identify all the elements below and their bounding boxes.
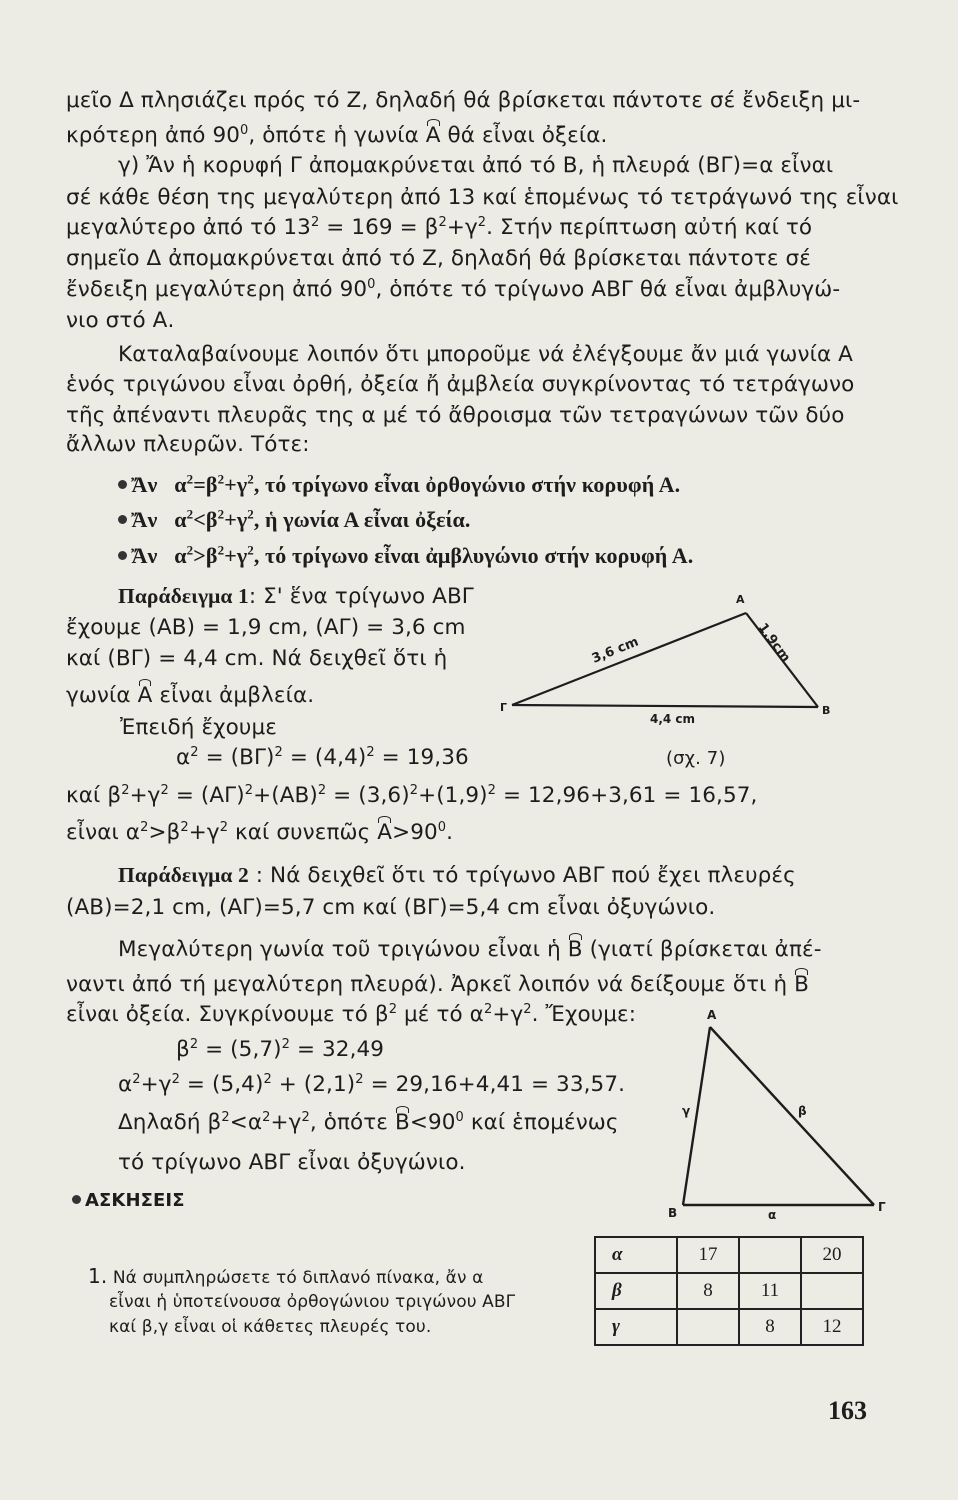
- text: ΑΣΚΗΣΕΙΣ: [85, 1190, 185, 1211]
- sup: 2: [477, 214, 487, 230]
- side-label-ag: 3,6 cm: [589, 634, 641, 667]
- text: εἶναι ἀμβλεία.: [152, 683, 315, 708]
- text: μεγαλύτερο ἀπό τό 13: [66, 215, 311, 240]
- sup: 2: [217, 471, 225, 487]
- text-line: γ) Ἄν ἡ κορυφή Γ ἀπομακρύνεται ἀπό τό Β, ἡ πλευρά (ΒΓ)=α εἶναι: [118, 153, 834, 178]
- sup: 2: [180, 819, 189, 835]
- rule-right: [118, 472, 680, 498]
- angle-symbol: Β: [394, 1110, 410, 1135]
- table-row: [595, 1237, 863, 1273]
- sup: 2: [366, 744, 375, 760]
- exercise-table: [594, 1236, 864, 1346]
- text: (γιατί βρίσκεται ἀπέ-: [582, 937, 822, 962]
- text: , τό τρίγωνο εἶναι ἀμβλυγώνιο στήν κορυφή Α.: [253, 543, 694, 568]
- text: +(1,9): [418, 783, 488, 808]
- sup: 2: [310, 214, 320, 230]
- sup: 2: [186, 471, 194, 487]
- text-line: νιο στό Α.: [66, 308, 175, 333]
- table-cell: 11: [739, 1273, 801, 1309]
- table-cell: [677, 1309, 739, 1345]
- sup: 2: [190, 744, 199, 760]
- text: = 32,49: [290, 1037, 385, 1062]
- sup: 2: [262, 1109, 271, 1125]
- triangle-figure-7: [498, 585, 838, 770]
- side-bg: [512, 705, 818, 707]
- table-cell: 20: [801, 1237, 863, 1273]
- sup: 2: [244, 782, 254, 798]
- text-line: [66, 123, 607, 149]
- text: +γ: [446, 215, 478, 240]
- text: , ἡ γωνία Α εἶναι ὀξεία.: [253, 507, 471, 532]
- text-line: (ΑΒ)=2,1 cm, (ΑΓ)=5,7 cm καί (ΒΓ)=5,4 cm εἶναι ὀξυγώνιο.: [66, 895, 716, 920]
- text: α: [118, 1072, 133, 1097]
- bullet-icon: [118, 480, 127, 489]
- text: = (5,4): [179, 1072, 264, 1097]
- text: =β: [193, 472, 218, 497]
- text: α: [174, 507, 187, 532]
- vertex-label-a: Α: [707, 1008, 717, 1022]
- text: Νά συμπληρώσετε τό διπλανό πίνακα, ἄν α: [112, 1268, 484, 1288]
- text: Μεγαλύτερη γωνία τοῦ τριγώνου εἶναι ἡ: [118, 937, 568, 962]
- exercise-line: [88, 1263, 483, 1291]
- text-line: ἄλλων πλευρῶν. Τότε:: [66, 432, 310, 457]
- sup: 2: [317, 782, 327, 798]
- sup: 2: [483, 1001, 493, 1017]
- text: = (4,4): [282, 745, 367, 770]
- sup: 2: [247, 506, 254, 522]
- sup: 2: [221, 1109, 230, 1125]
- text: β: [176, 1037, 190, 1062]
- text: α: [176, 745, 191, 770]
- text: +γ: [224, 507, 248, 532]
- text: Ἄν: [131, 507, 158, 532]
- vertex-label-a: Α: [736, 593, 745, 606]
- example-title: Παράδειγμα 2: [118, 863, 249, 887]
- exercise-line: καί β,γ εἶναι οἱ κάθετες πλευρές του.: [109, 1317, 432, 1337]
- table-cell: 8: [739, 1309, 801, 1345]
- text: , ὁπότε τό τρίγωνο ΑΒΓ θά εἶναι ἀμβλυγώ-: [375, 277, 841, 302]
- figure-caption: (σχ. 7): [666, 748, 726, 769]
- sup: 2: [189, 1036, 199, 1052]
- vertex-label-g: Γ: [878, 1200, 886, 1214]
- vertex-label-b: Β: [668, 1206, 678, 1220]
- text-line: Καταλαβαίνουμε λοιπόν ὅτι μποροῦμε νά ἐλέγξουμε ἄν μιά γωνία Α: [118, 342, 853, 367]
- text-line: καί (ΒΓ) = 4,4 cm. Νά δειχθεῖ ὅτι ἡ: [66, 646, 448, 671]
- text: εἶναι α: [66, 820, 141, 845]
- row-label: γ: [595, 1309, 677, 1345]
- table-cell: 17: [677, 1237, 739, 1273]
- table-row: [595, 1273, 863, 1309]
- degree: 0: [437, 819, 447, 835]
- side-label-alpha: α: [768, 1208, 777, 1220]
- row-label: α: [595, 1237, 677, 1273]
- angle-symbol: Β: [567, 937, 583, 962]
- bullet-icon: [72, 1195, 81, 1204]
- sup: 2: [217, 542, 225, 558]
- text: καί ἑπομένως: [463, 1110, 619, 1135]
- text-line: τῆς ἀπέναντι πλευρᾶς της α μέ τό ἄθροισμα τῶν τετραγώνων τῶν δύο: [66, 403, 845, 428]
- text: >90: [392, 820, 438, 845]
- text: +(ΑΒ): [253, 783, 318, 808]
- text: >β: [193, 543, 218, 568]
- text-line: ἔχουμε (ΑΒ) = 1,9 cm, (ΑΓ) = 3,6 cm: [66, 615, 466, 640]
- text: , ὁπότε ἡ γωνία: [248, 123, 426, 148]
- text-line: ἑνός τριγώνου εἶναι ὀρθή, ὀξεία ἤ ἀμβλεία συγκρίνοντας τό τετράγωνο: [66, 372, 855, 397]
- text: , ὁπότε: [309, 1110, 395, 1135]
- sup: 2: [263, 1071, 272, 1087]
- table-cell: [739, 1237, 801, 1273]
- table-row: [595, 1309, 863, 1345]
- row-label: β: [595, 1273, 677, 1309]
- example-title: Παράδειγμα 1: [118, 584, 249, 608]
- text: +γ: [270, 1110, 302, 1135]
- text: <α: [229, 1110, 263, 1135]
- sup: 2: [140, 819, 149, 835]
- text: >β: [148, 820, 181, 845]
- text: = (5,7): [198, 1037, 282, 1062]
- triangle-figure-8: [660, 1005, 890, 1220]
- table-cell: [801, 1273, 863, 1309]
- text: μέ τό α: [397, 1002, 484, 1027]
- example-2-line: [118, 862, 796, 889]
- text: .: [446, 820, 454, 845]
- exercise-line: εἶναι ἡ ὑποτείνουσα ὀρθογώνιου τριγώνου ΑΒΓ: [109, 1292, 516, 1312]
- sup: 2: [274, 744, 283, 760]
- sup: 2: [301, 1109, 310, 1125]
- text-line: [66, 215, 812, 241]
- equation: [176, 745, 469, 771]
- text: +γ: [224, 543, 248, 568]
- equation: [176, 1037, 384, 1063]
- text: +γ: [492, 1002, 524, 1027]
- text: : Σ' ἕνα τρίγωνο ΑΒΓ: [248, 584, 474, 609]
- text-line: [66, 277, 840, 303]
- text: θά εἶναι ὀξεία.: [440, 123, 608, 148]
- text: +γ: [224, 472, 248, 497]
- sup: 2: [355, 1071, 364, 1087]
- sup: 2: [523, 1001, 532, 1017]
- sup: 2: [186, 542, 194, 558]
- sup: 2: [160, 782, 169, 798]
- text: ναντι ἀπό τή μεγαλύτερη πλευρά). Ἀρκεῖ λοιπόν νά δείξουμε ὅτι ἡ: [66, 972, 795, 997]
- angle-symbol: Α: [377, 820, 393, 845]
- text: κρότερη ἀπό 90: [66, 123, 241, 148]
- text: = 19,36: [374, 745, 469, 770]
- text-line: Ἐπειδή ἔχουμε: [120, 715, 277, 740]
- equation: [118, 1072, 625, 1098]
- text-line: σέ κάθε θέση της μεγαλύτερη ἀπό 13 καί ἑπομένως τό τετράγωνό της εἶναι: [66, 185, 899, 210]
- angle-symbol: Β: [794, 972, 809, 997]
- text: +γ: [140, 1072, 172, 1097]
- exercise-number: 1.: [88, 1264, 108, 1288]
- text: καί συνεπῶς: [228, 820, 378, 845]
- bullet-icon: [118, 515, 127, 524]
- text: = 29,16+4,41 = 33,57.: [363, 1072, 626, 1097]
- text-line: [118, 937, 822, 963]
- text: γωνία: [66, 683, 138, 708]
- text: <β: [193, 507, 218, 532]
- vertex-label-g: Γ: [500, 701, 508, 714]
- text: = (ΒΓ): [198, 745, 275, 770]
- sup: 2: [171, 1071, 180, 1087]
- text-line: [66, 683, 314, 709]
- degree: 0: [455, 1109, 464, 1125]
- sup: 2: [121, 782, 130, 798]
- sup: 2: [388, 1001, 398, 1017]
- side-label-gamma: γ: [682, 1104, 691, 1118]
- sup: 2: [438, 214, 447, 230]
- sup: 2: [217, 506, 225, 522]
- text-line: τό τρίγωνο ΑΒΓ εἶναι ὀξυγώνιο.: [118, 1150, 466, 1175]
- text: εἶναι ὀξεία. Συγκρίνουμε τό β: [66, 1002, 389, 1027]
- text: = 169 = β: [319, 215, 439, 240]
- degree: 0: [240, 122, 249, 138]
- sup: 2: [247, 471, 254, 487]
- text: . Ἔχουμε:: [531, 1002, 637, 1027]
- sup: 2: [219, 819, 229, 835]
- angle-symbol: Α: [137, 683, 153, 708]
- text: = (3,6): [326, 783, 410, 808]
- degree: 0: [367, 276, 376, 292]
- text: +γ: [188, 820, 220, 845]
- bullet-icon: [118, 551, 127, 560]
- text: : Νά δειχθεῖ ὅτι τό τρίγωνο ΑΒΓ πού ἔχει πλευρές: [248, 863, 796, 888]
- text: +γ: [129, 783, 161, 808]
- text: καί β: [66, 783, 122, 808]
- side-label-beta: β: [798, 1104, 807, 1118]
- text: Ἄν: [131, 472, 158, 497]
- sup: 2: [487, 782, 497, 798]
- text: , τό τρίγωνο εἶναι ὀρθογώνιο στήν κορυφή Α.: [253, 472, 681, 497]
- side-ag: [512, 613, 746, 705]
- text: = 12,96+3,61 = 16,57,: [496, 783, 758, 808]
- text-line: μεῖο Δ πλησιάζει πρός τό Ζ, δηλαδή θά βρίσκεται πάντοτε σέ ἔνδειξη μι-: [66, 88, 861, 113]
- text: α: [174, 472, 187, 497]
- page-number: 163: [828, 1396, 867, 1425]
- side-beta: [710, 1027, 874, 1205]
- text-line: [66, 1002, 636, 1028]
- sup: 2: [132, 1071, 141, 1087]
- text-line: [66, 972, 809, 998]
- text: α: [174, 543, 187, 568]
- sup: 2: [281, 1036, 291, 1052]
- text-line: [118, 1110, 619, 1136]
- exercises-heading: [72, 1188, 185, 1214]
- text-line: σημεῖο Δ ἀπομακρύνεται ἀπό τό Ζ, δηλαδή θά βρίσκεται πάντοτε σέ: [66, 246, 811, 271]
- equation: [66, 783, 757, 809]
- text: = (ΑΓ): [168, 783, 245, 808]
- side-label-ab: 1,9cm: [754, 620, 793, 666]
- text: . Στήν περίπτωση αὐτή καί τό: [486, 215, 813, 240]
- table-cell: 8: [677, 1273, 739, 1309]
- sup: 2: [186, 506, 194, 522]
- text: Ἄν: [131, 543, 158, 568]
- text: + (2,1): [271, 1072, 356, 1097]
- sup: 2: [247, 542, 254, 558]
- sup: 2: [409, 782, 419, 798]
- text-line: [66, 820, 453, 846]
- text: ἔνδειξη μεγαλύτερη ἀπό 90: [66, 277, 368, 302]
- rule-obtuse: [118, 543, 693, 569]
- example-1-line: [118, 583, 474, 610]
- angle-symbol: Α: [425, 123, 441, 148]
- text: Δηλαδή β: [118, 1110, 222, 1135]
- rule-acute: [118, 507, 470, 533]
- table-cell: 12: [801, 1309, 863, 1345]
- side-label-bg: 4,4 cm: [650, 712, 696, 726]
- vertex-label-b: Β: [822, 704, 831, 717]
- text: <90: [409, 1110, 456, 1135]
